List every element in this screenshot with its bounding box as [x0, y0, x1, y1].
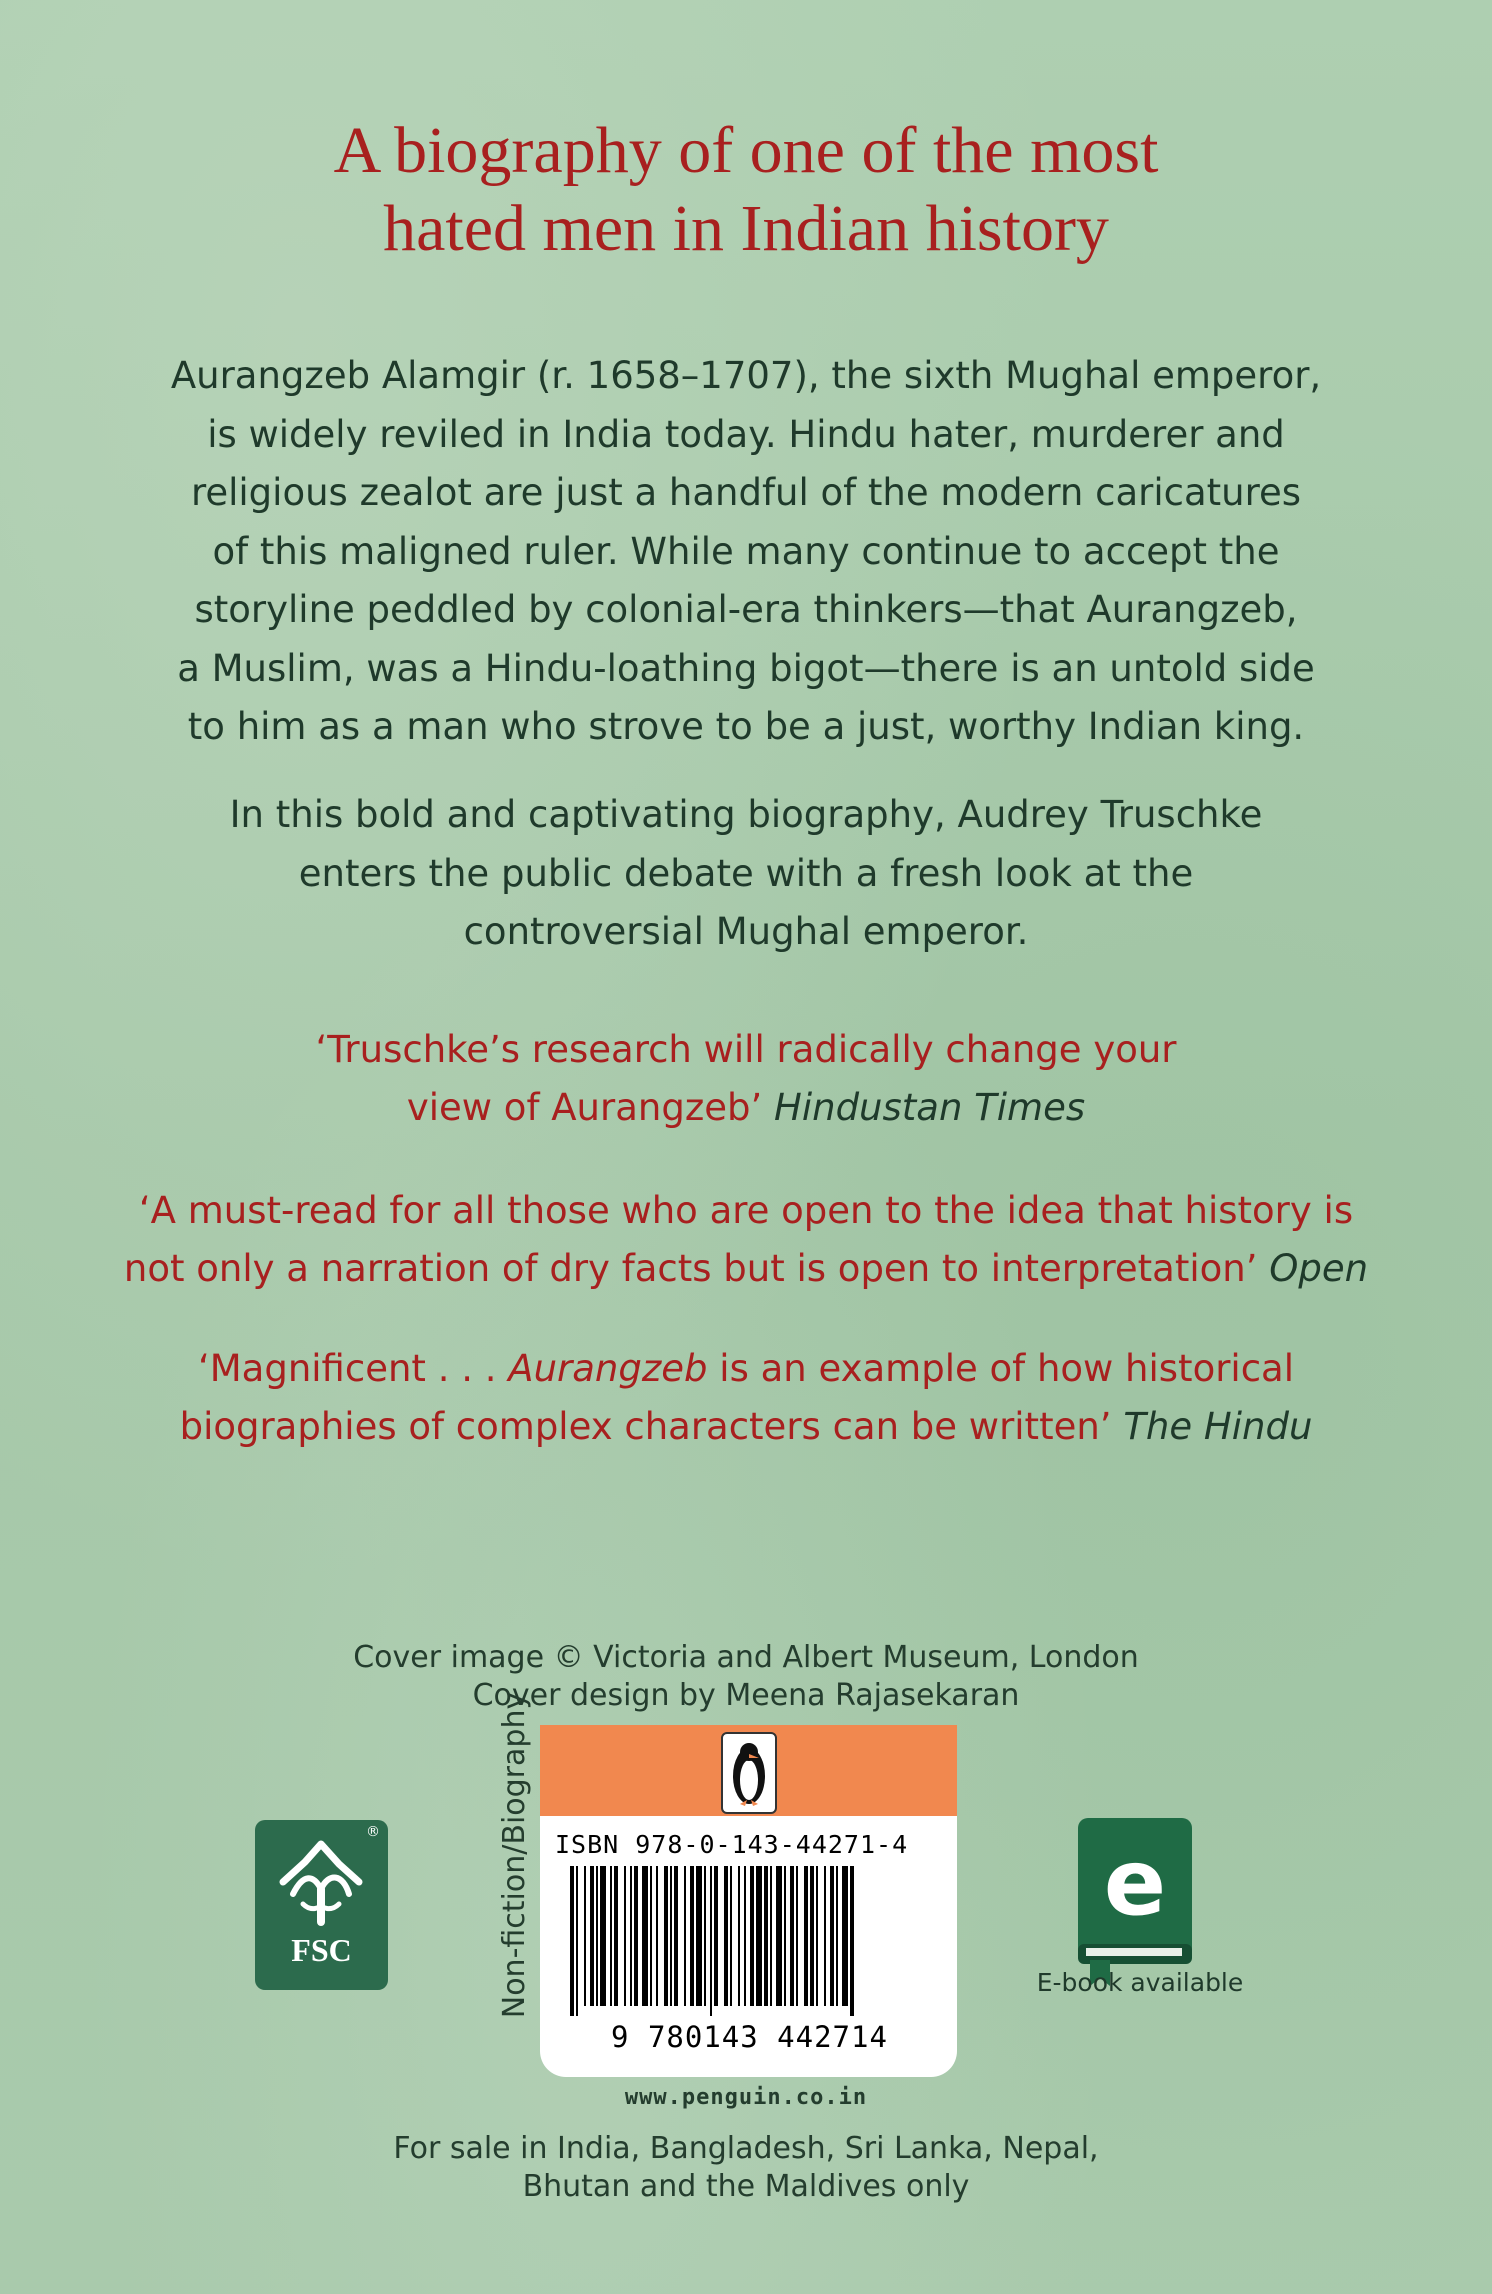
- cover-design-credit: Cover design by Meena Rajasekaran: [472, 1678, 1020, 1713]
- blurb-line: a Muslim, was a Hindu-loathing bigot—there is an untold side: [177, 646, 1315, 690]
- review-quote-3: [110, 1340, 1382, 1456]
- quote-text: is an example of how historical: [719, 1347, 1294, 1390]
- blurb-line: is widely reviled in India today. Hindu hater, murderer and: [207, 412, 1285, 456]
- fsc-label: FSC: [291, 1932, 352, 1968]
- blurb-line: storyline peddled by colonial-era thinkers—that Aurangzeb,: [194, 588, 1298, 631]
- barcode-digits: 9 780143 442714: [611, 2020, 888, 2054]
- quote-source: Open: [1269, 1247, 1369, 1290]
- cover-image-credit: Cover image © Victoria and Albert Museum, London: [353, 1640, 1139, 1675]
- quote-line: ‘A must-read for all those who are open to the idea that history is: [138, 1189, 1354, 1232]
- quote-line: [110, 1340, 1382, 1398]
- review-quote-1: [200, 1021, 1292, 1137]
- review-quote-2: [60, 1182, 1432, 1298]
- blurb-line: religious zealot are just a handful of the modern caricatures: [190, 471, 1302, 514]
- quote-source: The Hindu: [1123, 1405, 1313, 1448]
- quote-book-title: Aurangzeb: [508, 1347, 708, 1390]
- sale-territory-notice: [300, 2130, 1192, 2206]
- genre-label: Non-fiction/Biography: [497, 1691, 532, 2019]
- quote-text: ‘Magnificent . . .: [197, 1347, 497, 1390]
- sale-line: Bhutan and the Maldives only: [522, 2169, 970, 2204]
- blurb-line: of this maligned ruler. While many continue to accept the: [212, 529, 1280, 573]
- registered-mark: ®: [366, 1824, 380, 1840]
- publisher-website[interactable]: www.penguin.co.in: [624, 2085, 868, 2110]
- ebook-icon: [1060, 1814, 1220, 1994]
- blurb-paragraph-1: [110, 347, 1382, 757]
- blurb-line: to him as a man who strove to be a just, worthy Indian king.: [187, 705, 1305, 748]
- blurb-line: enters the public debate with a fresh look at the: [298, 851, 1194, 895]
- quote-text: view of Aurangzeb’: [406, 1086, 763, 1129]
- ebook-letter: e: [1103, 1829, 1167, 1936]
- quote-line: [110, 1398, 1382, 1456]
- blurb-line: Aurangzeb Alamgir (r. 1658–1707), the sixth Mughal emperor,: [170, 354, 1322, 397]
- fsc-logo: [255, 1820, 388, 1990]
- sale-line: For sale in India, Bangladesh, Sri Lanka, Nepal,: [393, 2131, 1099, 2166]
- credits: [300, 1639, 1192, 1715]
- quote-text: biographies of complex characters can be written’: [179, 1405, 1112, 1448]
- blurb-line: controversial Mughal emperor.: [463, 910, 1029, 953]
- blurb-paragraph-2: [160, 786, 1332, 962]
- quote-line: ‘Truschke’s research will radically change your: [315, 1028, 1177, 1071]
- quote-line: [60, 1240, 1432, 1298]
- quote-source: Hindustan Times: [774, 1086, 1086, 1129]
- headline-line-2: hated men in Indian history: [383, 192, 1109, 265]
- fsc-tree-icon: [273, 1834, 370, 1929]
- quote-text: not only a narration of dry facts but is open to interpretation’: [123, 1247, 1258, 1290]
- isbn-number: ISBN 978-0-143-44271-4: [555, 1830, 909, 1859]
- headline: [200, 112, 1292, 268]
- penguin-logo-icon: [721, 1732, 777, 1814]
- headline-line-1: A biography of one of the most: [333, 114, 1159, 187]
- barcode-icon: [570, 1866, 930, 2016]
- quote-line: [200, 1079, 1292, 1137]
- blurb-line: In this bold and captivating biography, Audrey Truschke: [229, 793, 1263, 836]
- ebook-label: E-book available: [1036, 1968, 1244, 1997]
